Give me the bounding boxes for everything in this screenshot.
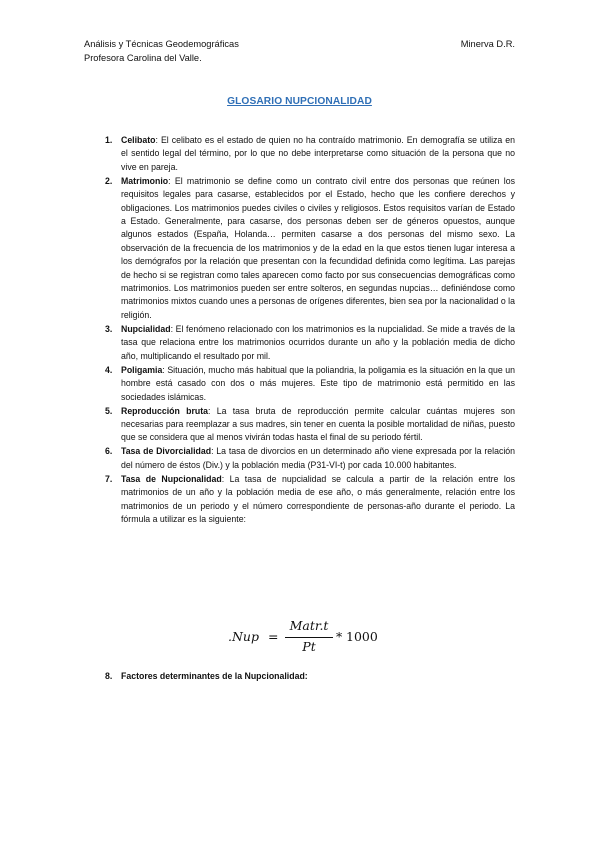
glossary-item bbox=[105, 445, 515, 472]
item-number: 7. bbox=[105, 473, 113, 484]
item-term: Matrimonio bbox=[121, 175, 169, 186]
glossary-item bbox=[105, 323, 515, 363]
author-name: Minerva D.R. bbox=[460, 39, 515, 49]
header-left bbox=[84, 38, 239, 65]
item-number: 3. bbox=[105, 323, 113, 334]
formula-lhs: .Nup bbox=[228, 629, 259, 644]
glossary-item-8 bbox=[105, 670, 308, 683]
item-heading: Factores determinantes de la Nupcionalidad: bbox=[121, 671, 308, 681]
item-term: Tasa de Divorcialidad bbox=[121, 446, 212, 457]
glossary-item bbox=[105, 134, 515, 174]
fraction-bar bbox=[285, 637, 333, 638]
page-header bbox=[84, 38, 515, 65]
item-term: Poligamia bbox=[121, 364, 163, 375]
item-term: Reproducción bruta bbox=[121, 405, 208, 416]
item-text: : El matrimonio se define como un contrato civil entre dos personas que reúnen los requisitos legales para casarse, establecidos por el Estado, hecho que les confiere derechos y obligaciones. Los matrimonios puedes civiles o civiles y religiosos. Estos requisitos varían de Estado a Estado. Generalmente, para casarse, dos personas deben ser de géneros opuestos, aunque algunos estados (España, Holanda… permiten casarse a dos personas del mismo sexo. La observación de la frecuencia de los matrimonios y de la edad en la que estos tienen lugar interesa a los demógrafos por la relación que presentan con la fecundidad definida como legítima. Las parejas de hecho si se registran como tales aparecen como facto por sus consecuencias demográficas como matrimonios. Los matrimonios pueden ser entre solteros, en segundas nupcias… definiéndose como matrimonios mixtos cuando unes a personas de orígenes diferentes, bien sea por la nacionalidad o la religión. bbox=[121, 175, 515, 320]
item-number: 2. bbox=[105, 175, 113, 186]
glossary-item bbox=[105, 175, 515, 322]
nupcialidad-formula bbox=[228, 618, 378, 656]
document-title: GLOSARIO NUPCIONALIDAD bbox=[227, 96, 372, 107]
item-term: Tasa de Nupcionalidad bbox=[121, 473, 222, 484]
formula-equals: = bbox=[268, 629, 279, 644]
glossary-list bbox=[105, 134, 516, 527]
item-number: 1. bbox=[105, 135, 113, 145]
glossary-item bbox=[105, 405, 515, 445]
item-number: 5. bbox=[105, 405, 113, 416]
item-text: : El fenómeno relacionado con los matrimonios es la nupcialidad. Se mide a través de la tasa que relaciona entre los matrimonios ocurridos durante un año y la población media de dicho año, multiplicando el resultado por mil. bbox=[121, 323, 515, 361]
item-text: : El celibato es el estado de quien no ha contraído matrimonio. En demografía se utiliza en el sentido legal del término, por lo que no debe interpretarse como situación de la persona que no vive en pareja. bbox=[121, 135, 515, 172]
formula-denominator: Pt bbox=[302, 639, 316, 654]
item-text: : Situación, mucho más habitual que la poliandria, la poligamia es la situación en la que un hombre está casado con dos o más mujeres. Este tipo de matrimonio está permitido en las sociedades islámicas. bbox=[121, 364, 515, 402]
item-number: 4. bbox=[105, 364, 113, 375]
item-number: 6. bbox=[105, 446, 113, 457]
formula-constant: 1000 bbox=[346, 629, 378, 644]
item-number: 8. bbox=[105, 671, 113, 681]
item-text: : La tasa de divorcios en un determinado año viene expresada por la relación del número de éstos (Div.) y la población media (P31-VI-t) por cada 10.000 habitantes. bbox=[121, 446, 515, 470]
professor-name: Profesora Carolina del Valle. bbox=[84, 52, 202, 63]
item-term: Celibato bbox=[121, 135, 156, 145]
item-text: : La tasa bruta de reproducción permite calcular cuántas mujeres son necesarias para reemplazar a sus madres, sin tener en cuenta la posible mortalidad de niñas, puesto que se considera que al menos vivirán todas hasta el final de su periodo fértil. bbox=[121, 405, 515, 443]
glossary-item bbox=[105, 473, 516, 527]
formula-numerator: Matr.t bbox=[289, 618, 329, 633]
item-text: : La tasa de nupcialidad se calcula a partir de la relación entre los matrimonios de un año y la población media de ese año, o más generalmente, relación entre los matrimonios de un periodo y el número correspondiente de personas-año durante el periodo. La fórmula a utilizar es la siguiente: bbox=[121, 473, 516, 524]
formula-operator: * bbox=[336, 629, 343, 644]
glossary-item bbox=[105, 364, 515, 404]
course-name: Análisis y Técnicas Geodemográficas bbox=[84, 39, 239, 49]
item-term: Nupcialidad bbox=[121, 323, 171, 334]
